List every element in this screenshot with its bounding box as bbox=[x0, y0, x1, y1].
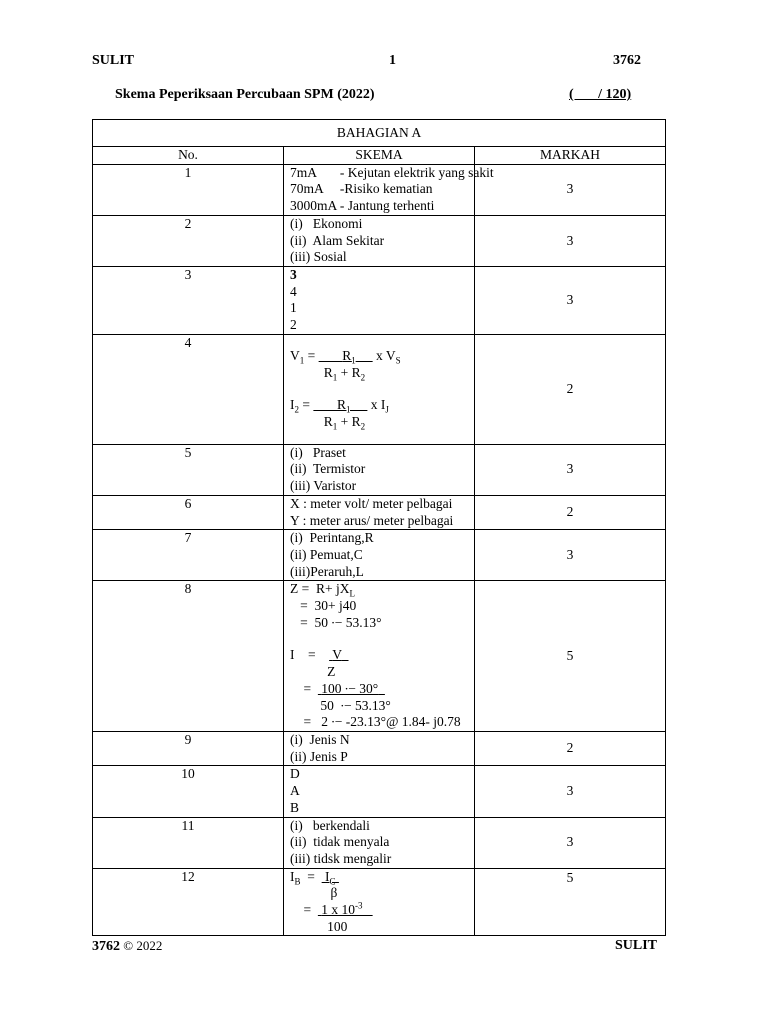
table-row bbox=[93, 817, 666, 868]
table-row bbox=[93, 731, 666, 765]
mark-cell: 3 bbox=[475, 164, 666, 215]
formula-line: 50 ∙− 53.13° bbox=[320, 697, 391, 713]
column-header-row bbox=[93, 147, 666, 165]
section-title: BAHAGIAN A bbox=[93, 120, 666, 147]
formula-line: β bbox=[330, 885, 338, 901]
answer-cell bbox=[284, 164, 494, 215]
answer-line: 3 bbox=[290, 266, 297, 282]
formula-line: $Z = R+ jX_L$ bbox=[290, 581, 355, 600]
question-number: 12 bbox=[93, 868, 284, 936]
formula-line: I = V bbox=[290, 647, 342, 663]
formula-v1: $V_1$ = $R_1$ x $V_S$ bbox=[290, 347, 401, 366]
answer-line: (i) berkendali bbox=[290, 817, 370, 833]
answer-cell bbox=[284, 868, 475, 936]
answer-line: 2 bbox=[290, 317, 297, 333]
table-row bbox=[93, 266, 666, 334]
document-title: Skema Peperiksaan Percubaan SPM (2022) bbox=[115, 87, 375, 102]
formula-i2: $I_2$ = $R_1$ x $I_J$ bbox=[290, 397, 389, 415]
answer-line: A bbox=[290, 783, 300, 799]
mark-cell: 3 bbox=[475, 215, 666, 266]
section-row bbox=[93, 120, 666, 147]
answer-line: (i) Praset bbox=[290, 444, 346, 460]
answer-line: 4 bbox=[290, 283, 297, 299]
table-row bbox=[93, 215, 666, 266]
formula-line: = 30+ j40 bbox=[290, 598, 357, 614]
col-header-markah: MARKAH bbox=[475, 147, 666, 165]
mark-cell: 3 bbox=[475, 766, 666, 817]
formula-i2-denominator: $R_1 + R_2$ bbox=[323, 413, 366, 432]
formula-line: Z bbox=[327, 664, 336, 680]
col-header-no: No. bbox=[93, 147, 284, 165]
subject-code: 3762 bbox=[613, 53, 641, 68]
answer-line: Y : meter arus/ meter pelbagai bbox=[290, 512, 454, 528]
mark-cell: 3 bbox=[475, 530, 666, 581]
formula-line: = 2 ∙− -23.13°@ 1.84- j0.78 bbox=[290, 714, 461, 730]
question-number: 4 bbox=[93, 334, 284, 444]
answer-line: D bbox=[290, 766, 300, 782]
question-number: 6 bbox=[93, 495, 284, 529]
table-row bbox=[93, 868, 666, 936]
footer-code: 3762 © 2022 bbox=[92, 938, 163, 954]
formula-line: = 100 ∙− 30° bbox=[290, 680, 379, 696]
question-number: 10 bbox=[93, 766, 284, 817]
answer-line: 1 bbox=[290, 300, 297, 316]
answer-line: B bbox=[290, 799, 300, 815]
answer-line: (ii) Pemuat,C bbox=[290, 546, 363, 562]
answer-line: (iii) Sosial bbox=[290, 249, 347, 265]
question-number: 8 bbox=[93, 581, 284, 732]
table-row bbox=[93, 164, 666, 215]
marking-scheme-table bbox=[92, 119, 666, 936]
table-row bbox=[93, 444, 666, 495]
answer-cell bbox=[284, 266, 475, 334]
question-number: 9 bbox=[93, 731, 284, 765]
mark-cell: 3 bbox=[475, 817, 666, 868]
answer-cell bbox=[284, 581, 475, 732]
question-number: 2 bbox=[93, 215, 284, 266]
answer-cell bbox=[284, 817, 475, 868]
answer-cell bbox=[284, 530, 475, 581]
mark-cell: 2 bbox=[475, 334, 666, 444]
header-sulit: SULIT bbox=[92, 53, 135, 68]
formula-line: = 50 ∙− 53.13° bbox=[290, 614, 382, 630]
formula-line: 100 bbox=[327, 918, 348, 934]
answer-line: 70mA -Risiko kematian bbox=[290, 181, 433, 197]
answer-line: (i) Perintang,R bbox=[290, 530, 374, 546]
mark-cell: 5 bbox=[475, 581, 666, 732]
answer-cell bbox=[284, 766, 475, 817]
score-box: ( / 120) bbox=[569, 87, 632, 102]
mark-cell: 2 bbox=[475, 495, 666, 529]
answer-line: (iii) tidsk mengalir bbox=[290, 850, 392, 866]
answer-line: (ii) Alam Sekitar bbox=[290, 232, 385, 248]
formula-v1-denominator: $R_1 + R_2$ bbox=[323, 364, 366, 383]
formula-line: = 1 x $10^{-3}$ bbox=[290, 900, 363, 918]
table-row bbox=[93, 766, 666, 817]
question-number: 7 bbox=[93, 530, 284, 581]
mark-cell: 3 bbox=[475, 266, 666, 334]
mark-cell: 2 bbox=[475, 731, 666, 765]
answer-line: (iii)Peraruh,L bbox=[290, 563, 364, 579]
answer-cell bbox=[284, 731, 475, 765]
answer-line: (i) Ekonomi bbox=[290, 215, 363, 231]
answer-cell bbox=[284, 444, 475, 495]
answer-line: 3000mA - Jantung terhenti bbox=[290, 198, 435, 214]
footer-sulit: SULIT bbox=[615, 938, 658, 953]
question-number: 5 bbox=[93, 444, 284, 495]
answer-cell bbox=[284, 495, 475, 529]
col-header-skema: SKEMA bbox=[284, 147, 475, 165]
answer-line: (i) Jenis N bbox=[290, 731, 350, 747]
answer-line: (ii) Termistor bbox=[290, 461, 366, 477]
answer-line: (ii) Jenis P bbox=[290, 748, 348, 764]
formula-line: $I_B = I_C$ bbox=[290, 868, 336, 887]
answer-cell bbox=[284, 334, 475, 444]
answer-line: (ii) tidak menyala bbox=[290, 834, 390, 850]
table-row bbox=[93, 581, 666, 732]
mark-cell: 5 bbox=[475, 868, 666, 936]
answer-line: (iii) Varistor bbox=[290, 478, 357, 494]
answer-line: 7mA - Kejutan elektrik yang sakit bbox=[290, 164, 494, 180]
question-number: 11 bbox=[93, 817, 284, 868]
mark-cell: 3 bbox=[475, 444, 666, 495]
table-row bbox=[93, 495, 666, 529]
question-number: 1 bbox=[93, 164, 284, 215]
answer-cell bbox=[284, 215, 475, 266]
question-number: 3 bbox=[93, 266, 284, 334]
answer-line: X : meter volt/ meter pelbagai bbox=[290, 495, 453, 511]
table-row bbox=[93, 334, 666, 444]
table-row bbox=[93, 530, 666, 581]
page-number: 1 bbox=[389, 53, 396, 68]
